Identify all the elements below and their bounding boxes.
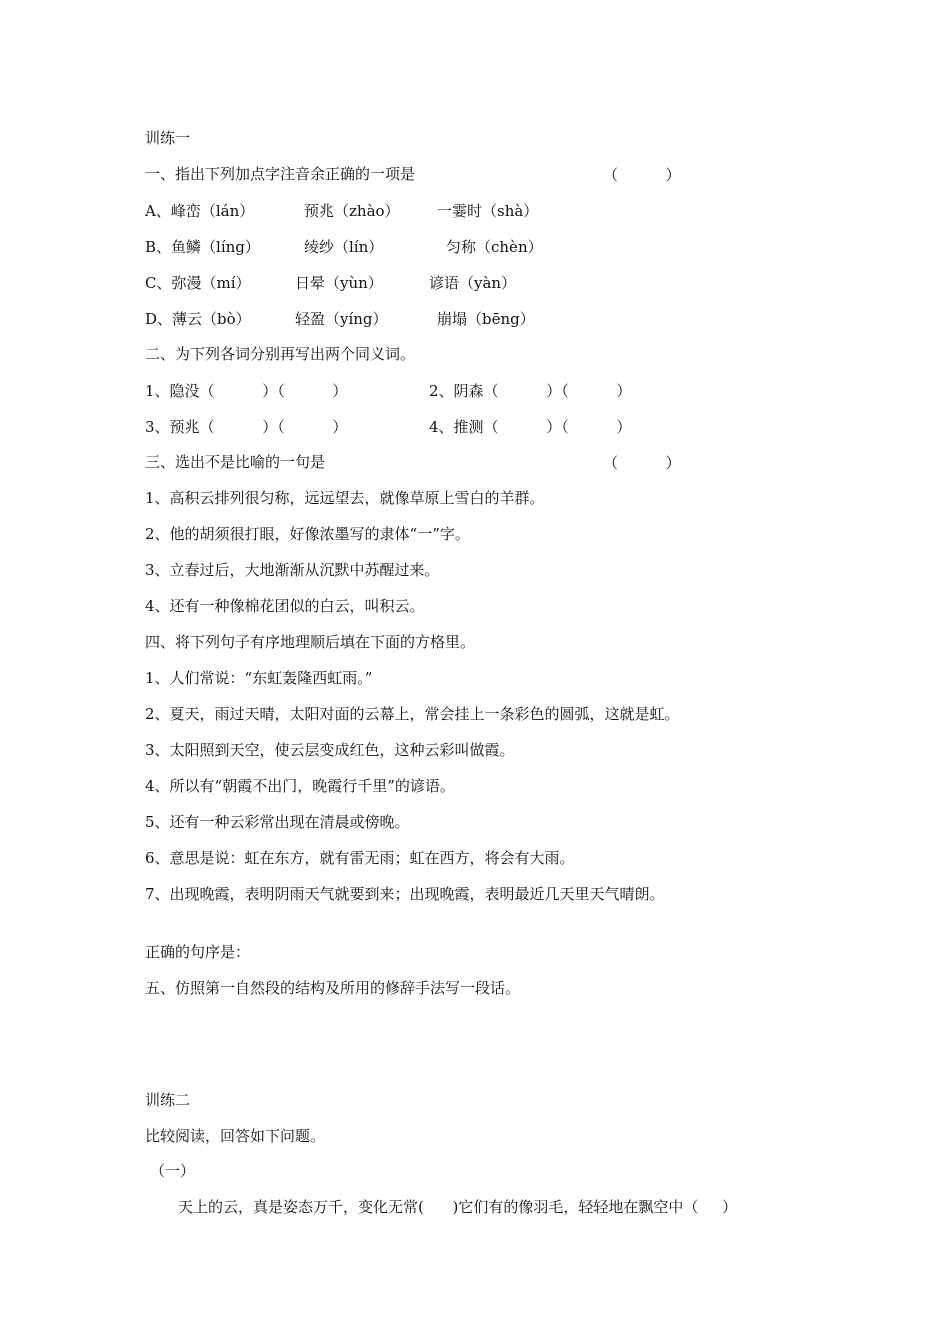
q4-item: 1、人们常说：“东虹轰隆西虹雨。” [145, 669, 373, 687]
option-item: 匀称（chèn） [446, 238, 543, 256]
training2-title: 训练二 [145, 1091, 191, 1109]
option-item: 一霎时（shà） [437, 202, 539, 220]
q5-prompt: 五、仿照第一自然段的结构及所用的修辞手法写一段话。 [145, 979, 521, 997]
option-item: A、峰峦（lán） [145, 202, 255, 220]
option-item: 崩塌（bēng） [437, 310, 535, 328]
q4-item: 2、夏天，雨过天晴，太阳对面的云幕上，常会挂上一条彩色的圆弧，这就是虹。 [145, 705, 680, 723]
option-item: B、鱼鳞（líng） [145, 238, 260, 256]
q3-item: 2、他的胡须很打眼，好像浓墨写的隶体“一”字。 [145, 525, 470, 543]
q3-item: 3、立春过后，大地渐渐从沉默中苏醒过来。 [145, 561, 440, 579]
option-item: 谚语（yàn） [429, 274, 517, 292]
q4-item: 5、还有一种云彩常出现在清晨或傍晚。 [145, 813, 410, 831]
q2-prompt: 二、为下列各词分别再写出两个同义词。 [145, 345, 416, 363]
option-item: 预兆（zhào） [304, 202, 400, 220]
q4-item: 6、意思是说：虹在东方，就有雷无雨；虹在西方，将会有大雨。 [145, 849, 575, 867]
q2-item: 4、推测（ ）（ ） [429, 418, 632, 436]
q4-item: 4、所以有“朝霞不出门，晚霞行千里”的谚语。 [145, 777, 455, 795]
q4-prompt: 四、将下列句子有序地理顺后填在下面的方格里。 [145, 633, 476, 651]
option-item: 日晕（yùn） [295, 274, 383, 292]
training2-instruction: 比较阅读，回答如下问题。 [145, 1127, 326, 1145]
q3-prompt: 三、选出不是比喻的一句是 [145, 453, 326, 471]
q1-answer-paren: （ ） [603, 166, 681, 184]
q3-item: 4、还有一种像棉花团似的白云，叫积云。 [145, 597, 425, 615]
q3-answer-paren: （ ） [603, 454, 681, 472]
option-item: C、弥漫（mí） [145, 274, 251, 292]
passage-text: 天上的云，真是姿态万千，变化无常( )它们有的像羽毛，轻轻地在飘空中（ ） [178, 1198, 738, 1216]
part-label: （一） [150, 1162, 196, 1180]
q2-item: 3、预兆（ ）（ ） [145, 418, 348, 436]
training1-title: 训练一 [145, 129, 191, 147]
option-item: 轻盈（yíng） [295, 310, 388, 328]
q2-item: 1、隐没（ ）（ ） [145, 382, 348, 400]
q3-item: 1、高积云排列很匀称，远远望去，就像草原上雪白的羊群。 [145, 489, 545, 507]
q4-answer-label: 正确的句序是： [145, 943, 251, 961]
q2-item: 2、阴森（ ）（ ） [429, 382, 632, 400]
q1-prompt: 一、指出下列加点字注音余正确的一项是 [145, 165, 416, 183]
q4-item: 3、太阳照到天空，使云层变成红色，这种云彩叫做霞。 [145, 741, 515, 759]
option-item: 绫纱（lín） [304, 238, 384, 256]
option-item: D、薄云（bò） [145, 310, 251, 328]
q4-item: 7、出现晚霞，表明阴雨天气就要到来；出现晚霞，表明最近几天里天气晴朗。 [145, 885, 665, 903]
